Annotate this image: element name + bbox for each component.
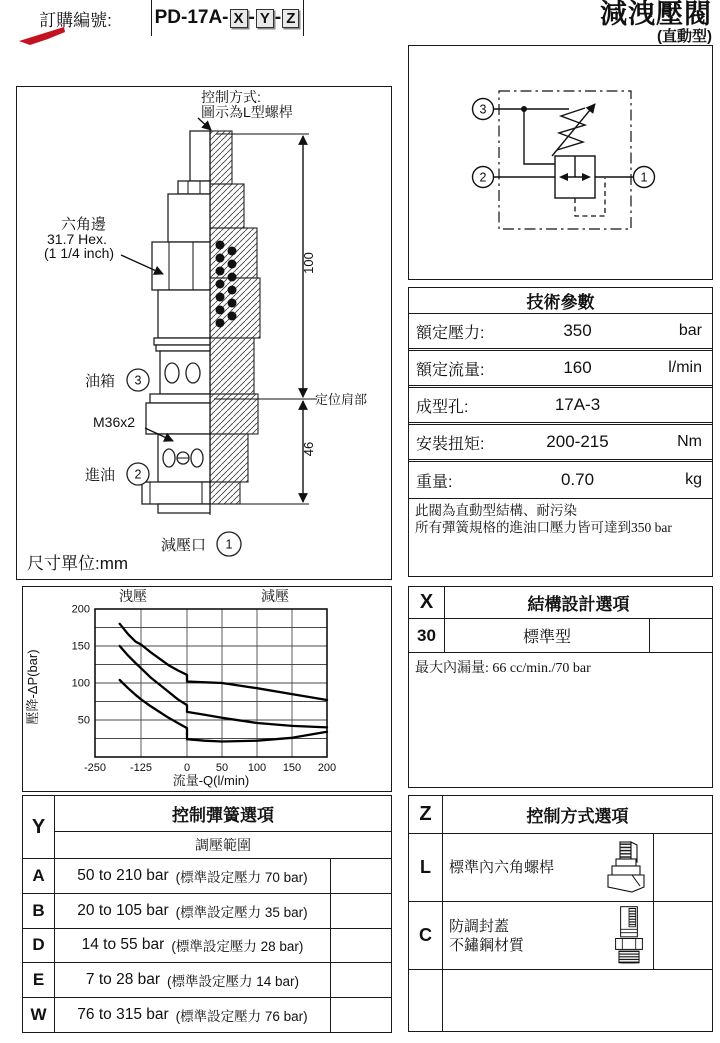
y-options-table xyxy=(22,795,392,1033)
z-option-title: 控制方式選項 xyxy=(443,796,712,834)
z-row-label: 防調封蓋 xyxy=(449,917,510,935)
x-option-row-code: 30 xyxy=(409,619,445,653)
dim-46: 46 xyxy=(301,441,316,457)
tech-value: 0.70 xyxy=(560,470,595,489)
tank-port-number: 3 xyxy=(134,373,142,388)
y-row-range: 14 to 55 bar xyxy=(81,936,165,954)
control-callout-line2: 圖示為L型螺桿 xyxy=(201,104,293,120)
tech-unit: kg xyxy=(685,471,702,488)
svg-text:-125: -125 xyxy=(129,762,153,774)
y-row-empty-cell xyxy=(331,997,391,1032)
z-row-label-2: 不鏽鋼材質 xyxy=(449,936,525,954)
svg-text:200: 200 xyxy=(71,603,90,616)
svg-text:50: 50 xyxy=(215,762,229,774)
hydraulic-schematic-panel xyxy=(408,45,713,280)
y-row-range: 76 to 315 bar xyxy=(77,1006,169,1024)
svg-text:150: 150 xyxy=(282,762,302,774)
y-option-title: 控制彈簧選項 xyxy=(55,796,391,832)
svg-text:-250: -250 xyxy=(83,762,107,774)
tech-label: 重量: xyxy=(416,473,453,491)
hex-callout-line1: 六角邊 xyxy=(61,216,107,233)
y-row-empty-cell xyxy=(331,962,391,997)
order-code-x: X xyxy=(230,9,248,28)
z-row-empty-cell xyxy=(654,834,712,902)
z-row-empty-cell xyxy=(654,902,712,970)
tech-unit: Nm xyxy=(677,433,702,450)
y-row-empty-cell xyxy=(331,858,391,893)
schematic-port1: 1 xyxy=(640,170,648,185)
tech-table-title: 技術參數 xyxy=(409,288,712,314)
performance-chart-panel xyxy=(22,586,392,792)
svg-text:100: 100 xyxy=(247,762,267,774)
schematic-port2: 2 xyxy=(479,170,487,185)
chart-ylabel: 壓降-ΔP(bar) xyxy=(25,649,40,725)
z-options-table xyxy=(408,795,713,1032)
table-row xyxy=(409,351,712,388)
tech-label: 額定流量: xyxy=(416,361,485,379)
y-row-note: (標準設定壓力 70 bar) xyxy=(175,869,308,885)
y-row-code: D xyxy=(23,928,55,963)
brand-logo-icon xyxy=(18,26,66,48)
tech-value: 350 xyxy=(563,321,592,340)
z-option-code-header: Z xyxy=(409,796,443,834)
y-row-note: (標準設定壓力 35 bar) xyxy=(175,904,308,920)
shoulder-label: 定位肩部 xyxy=(315,392,368,407)
table-row xyxy=(443,834,654,902)
y-row-range: 7 to 28 bar xyxy=(85,971,161,989)
spring-symbol xyxy=(557,108,585,150)
y-row-code: A xyxy=(23,858,55,893)
x-options-table xyxy=(408,586,713,788)
y-row-code: E xyxy=(23,962,55,997)
thread-label: M36x2 xyxy=(93,414,136,430)
y-row-note: (標準設定壓力 14 bar) xyxy=(167,974,300,990)
x-option-empty-cell xyxy=(650,619,712,653)
l-screw-icon xyxy=(605,840,647,896)
svg-text:150: 150 xyxy=(71,640,90,653)
svg-text:0: 0 xyxy=(183,762,191,774)
hex-callout-line3: (1 1/4 inch) xyxy=(44,245,115,261)
hex-callout-line2: 31.7 Hex. xyxy=(47,231,107,247)
x-option-code-header: X xyxy=(409,587,445,619)
relief-port-label: 減壓口 xyxy=(161,537,207,554)
table-row xyxy=(55,962,331,997)
y-row-range: 50 to 210 bar xyxy=(77,866,169,884)
x-option-title: 結構設計選項 xyxy=(445,587,712,619)
chart-xlabel: 流量-Q(l/min) xyxy=(172,773,250,788)
order-code-y: Y xyxy=(256,9,274,28)
z-empty-code-cell xyxy=(409,970,443,1031)
schematic-port3: 3 xyxy=(479,102,487,117)
table-row xyxy=(409,425,712,462)
inlet-port-number: 2 xyxy=(134,467,142,482)
tech-unit: bar xyxy=(678,322,702,339)
order-number-label: 訂購編號: xyxy=(0,0,152,36)
svg-text:100: 100 xyxy=(71,677,90,690)
control-callout-line1: 控制方式: xyxy=(201,89,261,105)
tech-note-2: 所有彈簧規格的進油口壓力皆可達到350 bar xyxy=(415,520,672,535)
y-row-code: B xyxy=(23,893,55,928)
y-option-subtitle: 調壓範圍 xyxy=(195,837,251,853)
symbol-envelope xyxy=(499,91,631,229)
dim-100: 100 xyxy=(301,252,316,274)
tech-note-1: 此閥為直動型結構、耐污染 xyxy=(415,503,577,518)
chart-curve-low-pressure-spring xyxy=(120,680,327,742)
table-row xyxy=(409,462,712,499)
chart-curve-high-pressure-spring xyxy=(120,624,327,700)
z-empty-row xyxy=(443,970,712,1031)
svg-text:50: 50 xyxy=(77,714,90,727)
x-option-note: 最大內漏量: 66 cc/min./70 bar xyxy=(415,661,591,676)
flow-pressure-chart xyxy=(23,587,389,789)
tank-port-label: 油箱 xyxy=(85,373,116,390)
tech-unit: l/min xyxy=(668,359,702,376)
dimensional-drawing-panel xyxy=(16,86,392,580)
tech-value: 17A-3 xyxy=(554,395,601,414)
order-number-code: PD-17A- X - Y - Z xyxy=(152,0,304,36)
technical-parameters-table xyxy=(408,287,713,577)
tech-value: 200-215 xyxy=(546,432,609,451)
y-row-range: 20 to 105 bar xyxy=(77,901,169,919)
x-option-row-label: 標準型 xyxy=(445,619,650,653)
tech-notes xyxy=(409,499,712,539)
order-code-prefix: PD-17A- xyxy=(154,7,229,28)
order-number-empty-cell xyxy=(304,0,376,36)
tech-label: 安裝扭矩: xyxy=(416,435,485,453)
tech-label: 成型孔: xyxy=(416,398,469,416)
y-row-note: (標準設定壓力 28 bar) xyxy=(171,939,304,955)
y-row-empty-cell xyxy=(331,928,391,963)
table-row xyxy=(443,902,654,970)
pilot-line xyxy=(575,178,605,216)
table-row xyxy=(55,928,331,963)
hydraulic-symbol-svg xyxy=(409,46,710,277)
z-row-code: C xyxy=(409,902,443,970)
page-title-block xyxy=(600,1,712,44)
svg-text:200: 200 xyxy=(317,762,337,774)
chart-region-label-right: 減壓 xyxy=(261,588,289,604)
chart-curve-mid-pressure-spring xyxy=(120,646,327,727)
page-subtitle: (直動型) xyxy=(657,27,712,45)
table-row xyxy=(55,997,331,1032)
valve-body-outline xyxy=(142,127,210,515)
chart-plot-area xyxy=(72,604,337,775)
chart-region-label-left: 洩壓 xyxy=(119,588,147,604)
table-row xyxy=(55,858,331,893)
relief-port-number: 1 xyxy=(225,537,233,552)
tamper-proof-cap-icon xyxy=(611,905,647,967)
y-option-code-header: Y xyxy=(23,796,55,858)
tech-label: 額定壓力: xyxy=(416,324,485,342)
y-row-note: (標準設定壓力 76 bar) xyxy=(175,1009,308,1025)
y-row-code: W xyxy=(23,997,55,1032)
dimension-unit-note: 尺寸單位:mm xyxy=(27,554,129,573)
z-row-code: L xyxy=(409,834,443,902)
order-code-z: Z xyxy=(282,9,299,28)
tech-value: 160 xyxy=(563,358,592,377)
page-title: 減洩壓閥 xyxy=(600,0,712,29)
valve-cross-section-drawing xyxy=(17,87,389,577)
y-row-empty-cell xyxy=(331,893,391,928)
table-row xyxy=(409,314,712,351)
inlet-port-label: 進油 xyxy=(85,467,116,484)
z-row-label: 標準內六角螺桿 xyxy=(449,859,555,876)
table-row xyxy=(55,893,331,928)
table-row xyxy=(409,388,712,425)
